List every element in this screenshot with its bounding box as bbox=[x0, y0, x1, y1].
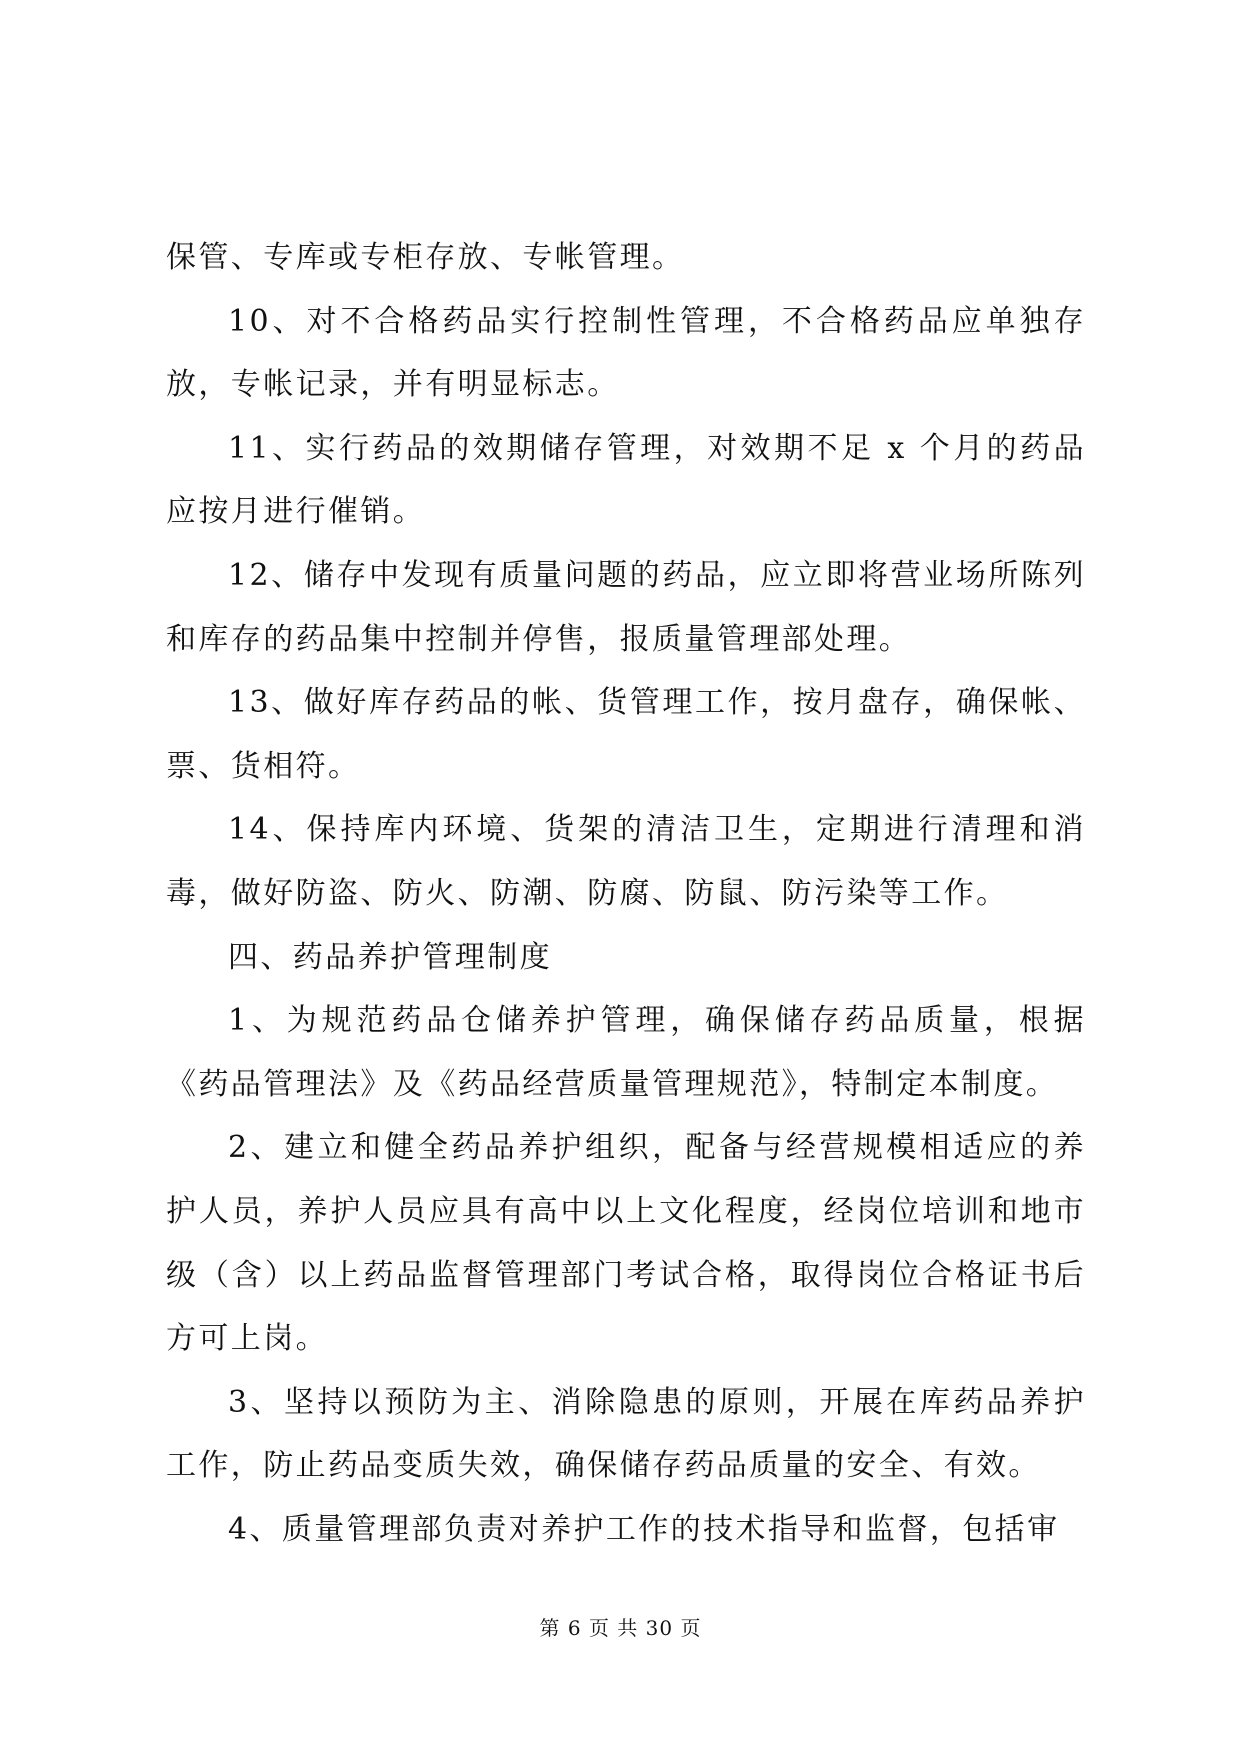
paragraph: 13、做好库存药品的帐、货管理工作，按月盘存，确保帐、票、货相符。 bbox=[166, 685, 1086, 784]
paragraph: 2、建立和健全药品养护组织，配备与经营规模相适应的养护人员，养护人员应具有高中以上文化程度，经岗位培训和地市级（含）以上药品监督管理部门考试合格，取得岗位合格证书后方可上岗。 bbox=[166, 1130, 1086, 1357]
paragraph: 11、实行药品的效期储存管理，对效期不足 x 个月的药品应按月进行催销。 bbox=[166, 430, 1086, 530]
paragraph: 12、储存中发现有质量问题的药品，应立即将营业场所陈列和库存的药品集中控制并停售，报质量管理部处理。 bbox=[166, 557, 1086, 657]
paragraph: 14、保持库内环境、货架的清洁卫生，定期进行清理和消毒，做好防盗、防火、防潮、防腐、防鼠、防污染等工作。 bbox=[166, 812, 1086, 911]
paragraph: 4、质量管理部负责对养护工作的技术指导和监督，包括审 bbox=[228, 1511, 1060, 1547]
document-body bbox=[166, 226, 1086, 1561]
page-number-footer: 第 6 页 共 30 页 bbox=[539, 1616, 702, 1640]
section-heading: 四、药品养护管理制度 bbox=[228, 939, 552, 975]
paragraph: 保管、专库或专柜存放、专帐管理。 bbox=[166, 240, 685, 275]
paragraph: 1、为规范药品仓储养护管理，确保储存药品质量，根据《药品管理法》及《药品经营质量管理规范》，特制定本制度。 bbox=[166, 1003, 1086, 1102]
paragraph: 3、坚持以预防为主、消除隐患的原则，开展在库药品养护工作，防止药品变质失效，确保储存药品质量的安全、有效。 bbox=[166, 1384, 1086, 1484]
paragraph: 10、对不合格药品实行控制性管理，不合格药品应单独存放，专帐记录，并有明显标志。 bbox=[166, 303, 1086, 403]
